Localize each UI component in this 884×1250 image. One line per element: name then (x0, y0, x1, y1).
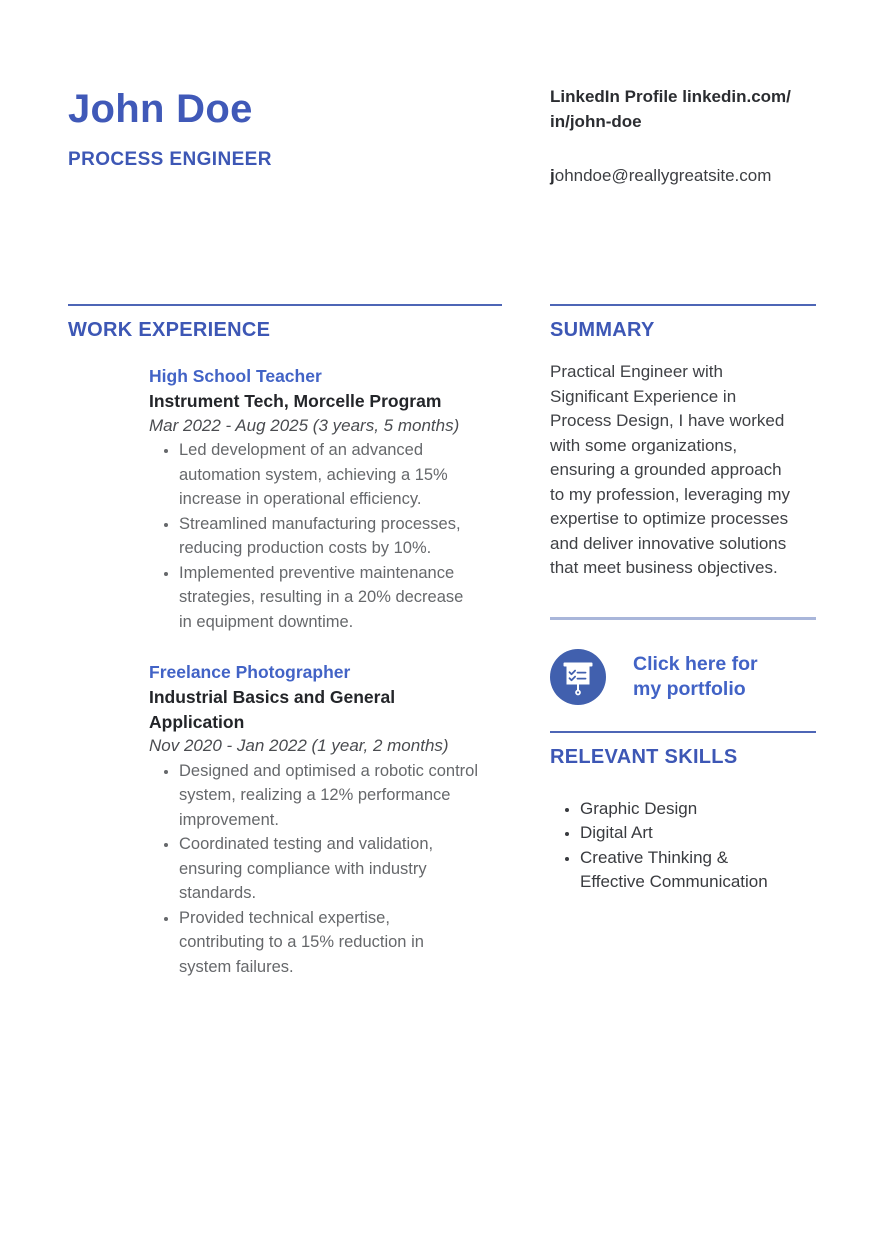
email-text (550, 163, 826, 188)
person-name: John Doe (68, 87, 253, 131)
job-bullet: • Coordinated testing and validation, ensuring compliance with industry standards. (179, 832, 479, 906)
job-entry (149, 364, 479, 634)
summary-title: SUMMARY (550, 319, 655, 341)
skill-item: • Creative Thinking & Effective Communication (580, 846, 776, 895)
linkedin-line2: in/john-doe (550, 112, 642, 131)
header (68, 86, 508, 171)
job-role-subtitle: PROCESS ENGINEER (68, 149, 272, 170)
job-list (149, 364, 479, 979)
job-entry (149, 660, 479, 979)
divider (68, 304, 502, 306)
right-column (550, 304, 816, 895)
relevant-skills-title: RELEVANT SKILLS (550, 745, 738, 768)
job-bullet: • Provided technical expertise, contributing to a 15% reduction in system failures. (179, 906, 479, 980)
job-bullet: • Implemented preventive maintenance strategies, resulting in a 20% decrease in equipment downtime. (179, 561, 479, 635)
portfolio-link-text[interactable]: Click here for my portfolio (633, 652, 758, 700)
job-bullet: • Led development of an advanced automation system, achieving a 15% increase in operational efficiency. (179, 438, 479, 512)
divider (550, 304, 816, 306)
skills-list (550, 797, 776, 895)
divider-light (550, 617, 816, 620)
portfolio-link-row[interactable] (550, 649, 816, 705)
email-lead: j (550, 166, 555, 185)
divider (550, 731, 816, 733)
work-experience-title: WORK EXPERIENCE (68, 319, 271, 341)
job-organization: Instrument Tech, Morcelle Program (149, 391, 442, 411)
job-bullet: • Streamlined manufacturing processes, reducing production costs by 10%. (179, 512, 479, 561)
job-bullet-list (149, 438, 479, 634)
job-title: Freelance Photographer (149, 662, 351, 682)
presentation-board-icon[interactable] (550, 649, 606, 705)
job-dates: Nov 2020 - Jan 2022 (1 year, 2 months) (149, 736, 449, 755)
summary-text: Practical Engineer with Significant Experience in Process Design, I have worked with some organizations, ensuring a grounded approach to my profession, leveraging my expertise to optimize processes and deliver innovative solutions that meet business objectives. (550, 362, 790, 577)
job-dates: Mar 2022 - Aug 2025 (3 years, 5 months) (149, 415, 460, 435)
linkedin-profile-text (550, 84, 826, 134)
job-organization: Industrial Basics and General Application (149, 687, 396, 732)
linkedin-line1: LinkedIn Profile linkedin.com/ (550, 87, 791, 106)
job-title: High School Teacher (149, 366, 322, 386)
skill-item: • Digital Art (580, 821, 776, 846)
job-bullet-list (149, 759, 479, 980)
skill-item: • Graphic Design (580, 797, 776, 822)
work-experience-section (68, 304, 502, 979)
email-rest: ohndoe@reallygreatsite.com (554, 166, 772, 185)
job-bullet: • Designed and optimised a robotic control system, realizing a 12% performance improvement. (179, 759, 479, 833)
contact-block (550, 84, 826, 188)
